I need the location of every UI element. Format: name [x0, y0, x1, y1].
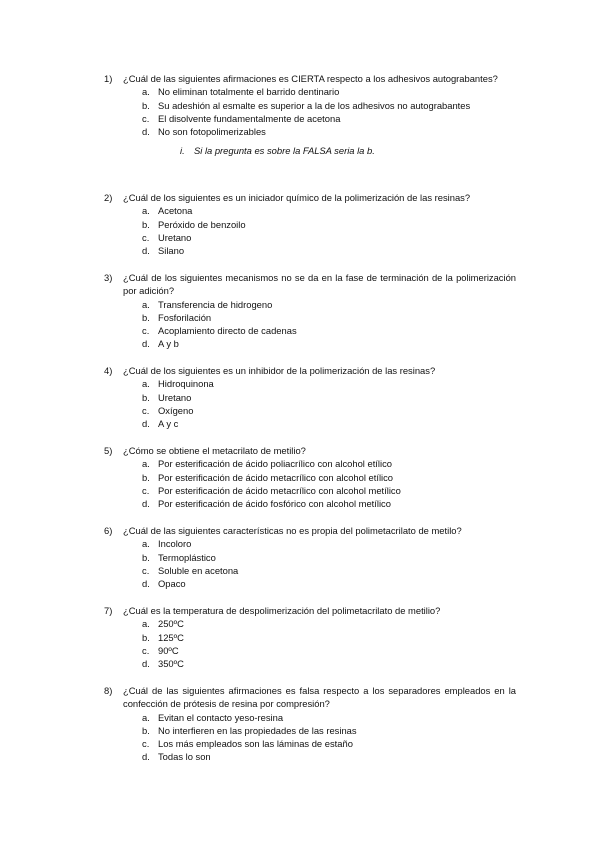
option-letter: a. [142, 86, 150, 98]
option-text: Por esterificación de ácido fosfórico con alcohol metílico [158, 498, 391, 510]
option [142, 404, 516, 417]
option-text: Transferencia de hidrogeno [158, 298, 273, 310]
option-letter: d. [142, 245, 150, 257]
option-letter: a. [142, 205, 150, 217]
question-number: 6) [104, 525, 113, 536]
question-number: 2) [104, 192, 113, 203]
option-text: El disolvente fundamentalmente de acetona [158, 112, 341, 124]
question-number: 1) [104, 73, 113, 84]
option-text: Uretano [158, 391, 192, 403]
option-text: 350ºC [158, 658, 184, 670]
option-text: 125ºC [158, 631, 184, 643]
option-letter: d. [142, 126, 150, 138]
option-letter: b. [142, 631, 150, 643]
option [142, 471, 516, 484]
option [142, 337, 516, 350]
option-text: Por esterificación de ácido metacrílico con alcohol etílico [158, 471, 394, 483]
option-letter: b. [142, 218, 150, 230]
option [142, 298, 516, 311]
option [142, 204, 516, 217]
note-numeral: i. [180, 145, 185, 157]
option-text: Su adeshión al esmalte es superior a la de los adhesivos no autograbantes [158, 99, 471, 111]
option-letter: c. [142, 404, 150, 416]
option-letter: a. [142, 458, 150, 470]
option-letter: b. [142, 471, 150, 483]
question-7 [104, 604, 516, 670]
option-text: Peróxido de benzoilo [158, 218, 246, 230]
option [142, 417, 516, 430]
option [142, 737, 516, 750]
note [180, 144, 516, 157]
option [142, 231, 516, 244]
option-letter: a. [142, 298, 150, 310]
option-text: Acetona [158, 205, 193, 217]
option-letter: d. [142, 418, 150, 430]
option-letter: c. [142, 484, 150, 496]
question-text: ¿Cuál es la temperatura de despolimerización del polimetacrilato de metilio? [123, 605, 441, 616]
option-text: Opaco [158, 578, 186, 590]
question-8 [104, 684, 516, 764]
option [142, 631, 516, 644]
question-text: ¿Cuál de los siguientes es un inhibidor de la polimerización de las resinas? [123, 365, 436, 376]
option [142, 85, 516, 98]
option-letter: a. [142, 378, 150, 390]
option-text: Los más empleados son las láminas de estaño [158, 738, 353, 750]
question-number: 7) [104, 605, 113, 616]
option-letter: b. [142, 551, 150, 563]
option-letter: c. [142, 231, 150, 243]
option-text: A y b [158, 338, 179, 350]
option [142, 724, 516, 737]
option-letter: c. [142, 644, 150, 656]
option [142, 99, 516, 112]
option-text: Por esterificación de ácido metacrílico con alcohol metílico [158, 484, 401, 496]
option-text: Silano [158, 245, 185, 257]
option [142, 750, 516, 763]
option-text: A y c [158, 418, 179, 430]
option [142, 391, 516, 404]
option-letter: a. [142, 538, 150, 550]
option [142, 377, 516, 390]
question-4 [104, 364, 516, 430]
option-text: Soluble en acetona [158, 564, 239, 576]
option-letter: d. [142, 498, 150, 510]
question-number: 8) [104, 685, 113, 696]
question-1 [104, 72, 516, 158]
option [142, 125, 516, 138]
question-text: ¿Cuál de las siguientes características no es propia del polimetacrilato de metilo? [123, 525, 462, 536]
question-text: ¿Cuál de las siguientes afirmaciones es falsa respecto a los separadores empleados en la confección de prótesis de resina por compresión? [123, 685, 516, 710]
option-text: No son fotopolimerizables [158, 126, 266, 138]
option [142, 564, 516, 577]
option [142, 711, 516, 724]
question-text: ¿Cuál de las siguientes afirmaciones es CIERTA respecto a los adhesivos autograbantes? [123, 73, 498, 84]
option-text: Todas lo son [158, 751, 211, 763]
option [142, 537, 516, 550]
question-text: ¿Cuál de los siguientes mecanismos no se da en la fase de terminación de la polimerización por adición? [123, 272, 516, 297]
option-text: Uretano [158, 231, 192, 243]
option [142, 551, 516, 564]
question-text: ¿Cuál de los siguientes es un iniciador químico de la polimerización de las resinas? [123, 192, 471, 203]
question-number: 3) [104, 272, 113, 283]
option-letter: c. [142, 738, 150, 750]
option-text: Incoloro [158, 538, 192, 550]
option-text: No eliminan totalmente el barrido dentinario [158, 86, 340, 98]
question-3 [104, 271, 516, 351]
option-text: 250ºC [158, 618, 184, 630]
option [142, 577, 516, 590]
option-letter: b. [142, 391, 150, 403]
option-text: 90ºC [158, 644, 179, 656]
option-letter: b. [142, 99, 150, 111]
option-text: Oxígeno [158, 404, 194, 416]
option [142, 244, 516, 257]
option [142, 457, 516, 470]
option-letter: a. [142, 618, 150, 630]
option-letter: b. [142, 724, 150, 736]
question-text: ¿Cómo se obtiene el metacrilato de metilio? [123, 445, 306, 456]
option-text: Fosforilación [158, 311, 212, 323]
option [142, 644, 516, 657]
option-text: Acoplamiento directo de cadenas [158, 325, 297, 337]
question-number: 5) [104, 445, 113, 456]
option-letter: c. [142, 112, 150, 124]
option-letter: a. [142, 711, 150, 723]
option-letter: d. [142, 658, 150, 670]
option [142, 617, 516, 630]
question-2 [104, 191, 516, 257]
option [142, 657, 516, 670]
option [142, 497, 516, 510]
option [142, 484, 516, 497]
question-number: 4) [104, 365, 113, 376]
option-letter: b. [142, 311, 150, 323]
option [142, 112, 516, 125]
option-letter: d. [142, 751, 150, 763]
question-6 [104, 524, 516, 590]
option-letter: d. [142, 578, 150, 590]
option-letter: d. [142, 338, 150, 350]
question-5 [104, 444, 516, 510]
option-text: Termoplástico [158, 551, 216, 563]
option [142, 324, 516, 337]
option [142, 311, 516, 324]
option-text: Evitan el contacto yeso-resina [158, 711, 284, 723]
option-letter: c. [142, 325, 150, 337]
option-text: Hidroquinona [158, 378, 214, 390]
option-text: No interfieren en las propiedades de las resinas [158, 724, 357, 736]
option [142, 218, 516, 231]
option-letter: c. [142, 564, 150, 576]
option-text: Por esterificación de ácido poliacrílico con alcohol etílico [158, 458, 392, 470]
note-text: Si la pregunta es sobre la FALSA seria la b. [194, 145, 375, 157]
